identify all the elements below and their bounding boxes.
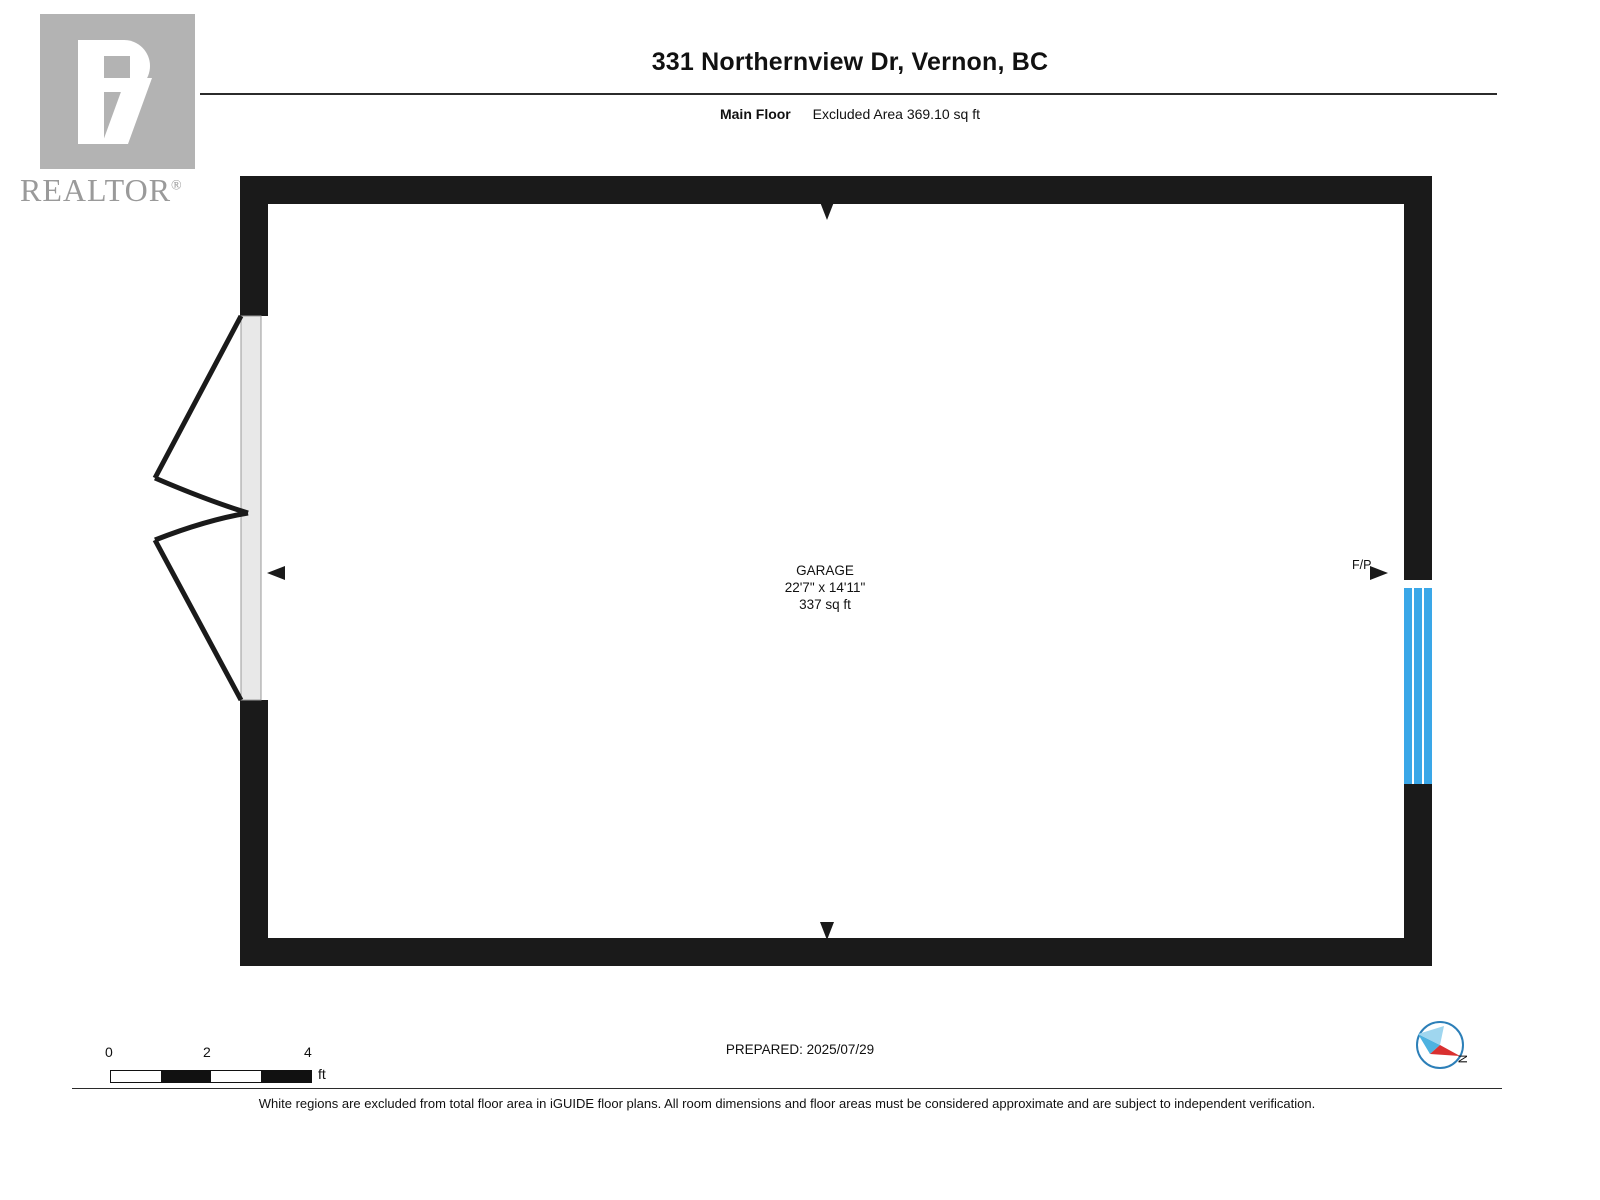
scale-bar [100,1044,380,1094]
scale-tick-4: 4 [304,1044,312,1060]
room-dimensions: 22'7" x 14'11" [784,580,866,595]
wall-top [240,176,1432,204]
fireplace-label: F/P [1352,558,1372,572]
footer-divider [72,1088,1502,1089]
room-area: 337 sq ft [799,597,851,612]
prepared-date: PREPARED: 2025/07/29 [725,1042,875,1057]
scale-unit-label: ft [318,1066,326,1082]
compass-icon [1400,1010,1490,1085]
scale-tick-0: 0 [105,1044,113,1060]
registered-mark: ® [171,178,183,194]
scale-tick-labels [100,1044,330,1064]
wall-right-upper [1404,176,1432,580]
compass-north-label: N [1455,1054,1470,1064]
compass-rose [1400,1010,1490,1085]
window-right [1404,588,1432,784]
room-label-garage [700,562,950,613]
wall-left-lower [240,700,268,966]
page-title: 331 Northernview Dr, Vernon, BC [651,48,1049,76]
excluded-area-label: Excluded Area 369.10 sq ft [812,106,980,122]
footer-disclaimer: White regions are excluded from total floor area in iGUIDE floor plans. All room dimensions and floor areas must be considered approximate and are subject to independent verification. [258,1096,1316,1111]
wall-left-upper [240,176,268,316]
garage-door-swing-arcs [155,316,248,700]
garage-door-panel [241,316,261,700]
scale-tick-2: 2 [203,1044,211,1060]
wall-right-lower [1404,784,1432,966]
room-name: GARAGE [796,563,854,578]
realtor-wordmark-text: REALTOR [20,172,172,208]
scale-bar-blocks [110,1070,312,1083]
wall-bottom [240,938,1432,966]
floor-label: Main Floor [719,106,791,122]
